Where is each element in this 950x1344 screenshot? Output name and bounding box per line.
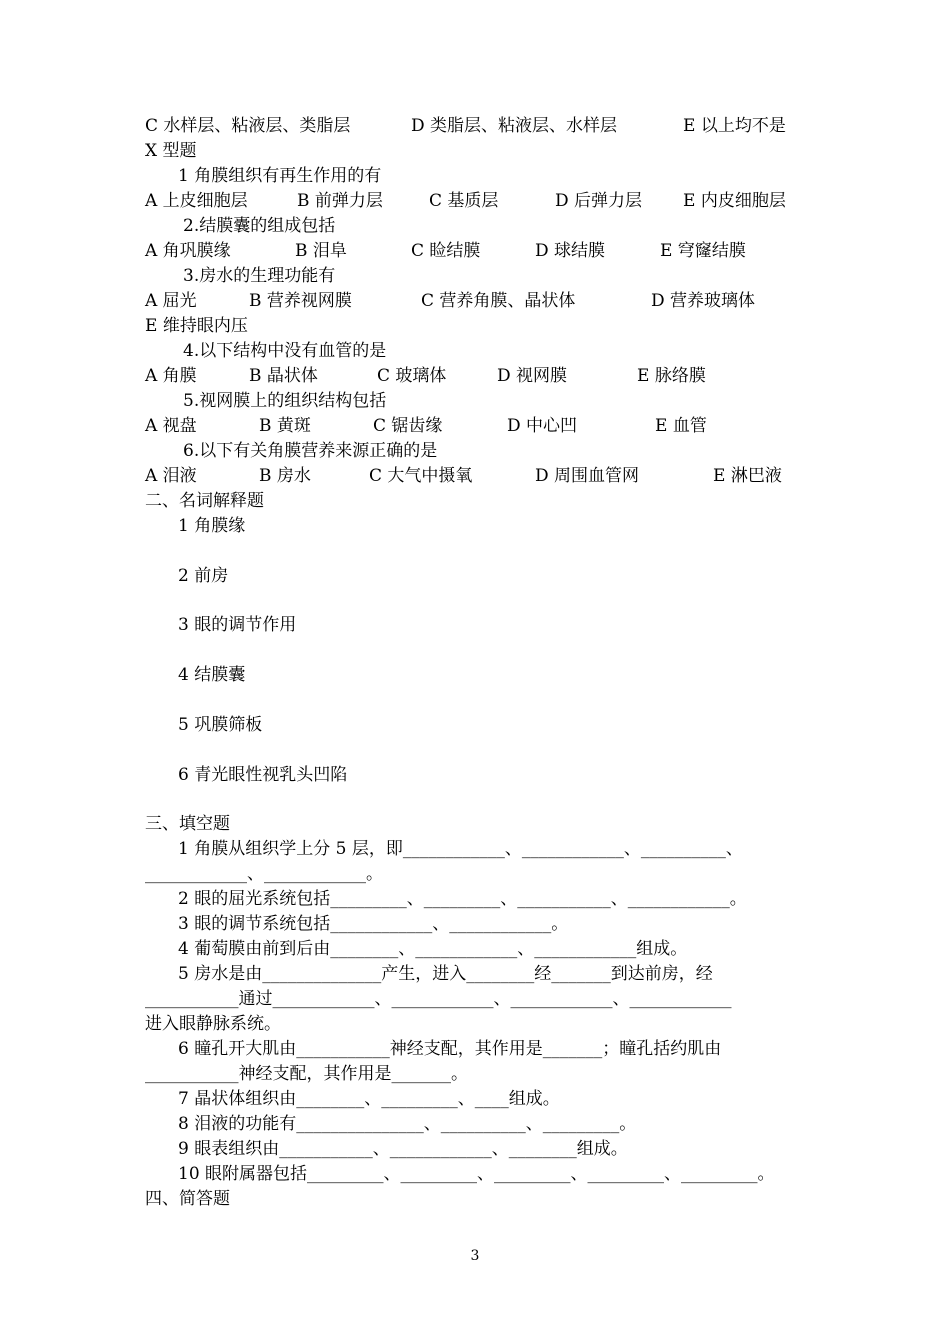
section-heading: 二、名词解释题 xyxy=(145,491,264,511)
section-heading: 四、简答题 xyxy=(145,1189,230,1209)
section-heading: X 型题 xyxy=(145,141,197,161)
option: C 睑结膜 xyxy=(411,241,481,261)
option: B 晶状体 xyxy=(249,366,318,386)
question-stem: 1 角膜组织有再生作用的有 xyxy=(178,166,382,186)
option: C 玻璃体 xyxy=(377,366,447,386)
fill-blank-question: 5 房水是由______________产生，进入________经_______到达前房，经 xyxy=(178,964,713,984)
option: E 脉络膜 xyxy=(637,366,706,386)
fill-blank-question: 3 眼的调节系统包括____________、____________。 xyxy=(178,914,569,934)
fill-blank-question: 2 眼的屈光系统包括_________、_________、___________、____________。 xyxy=(178,889,747,909)
term-item: 4 结膜囊 xyxy=(178,665,246,685)
option: E 以上均不是 xyxy=(683,116,786,136)
fill-blank-question: 9 眼表组织由___________、____________、________组成。 xyxy=(178,1139,628,1159)
question-stem: 2.结膜囊的组成包括 xyxy=(183,216,336,236)
option: E 穹窿结膜 xyxy=(660,241,746,261)
question-stem: 4.以下结构中没有血管的是 xyxy=(183,341,387,361)
fill-blank-question: 8 泪液的功能有_______________、__________、_________。 xyxy=(178,1114,637,1134)
term-item: 5 巩膜筛板 xyxy=(178,715,263,735)
option: C 基质层 xyxy=(429,191,499,211)
option: A 屈光 xyxy=(145,291,197,311)
option: D 球结膜 xyxy=(535,241,606,261)
fill-blank-question: 6 瞳孔开大肌由___________神经支配，其作用是_______；瞳孔括约肌由 xyxy=(178,1039,722,1059)
option: B 前弹力层 xyxy=(297,191,383,211)
option: C 大气中摄氧 xyxy=(369,466,473,486)
option: D 周围血管网 xyxy=(535,466,640,486)
option: A 角膜 xyxy=(145,366,197,386)
term-item: 1 角膜缘 xyxy=(178,516,246,536)
fill-blank-question: 1 角膜从组织学上分 5 层，即____________、____________、__________、 xyxy=(178,839,743,859)
question-stem: 6.以下有关角膜营养来源正确的是 xyxy=(183,441,438,461)
fill-blank-continued: ___________通过____________、____________、____________、____________ xyxy=(145,989,732,1009)
fill-blank-continued: ____________、____________。 xyxy=(145,864,383,884)
option: D 类脂层、粘液层、水样层 xyxy=(411,116,618,136)
page-number: 3 xyxy=(470,1248,480,1264)
option: B 房水 xyxy=(259,466,311,486)
option: D 视网膜 xyxy=(497,366,568,386)
option: E 淋巴液 xyxy=(713,466,782,486)
option: E 内皮细胞层 xyxy=(683,191,786,211)
option: C 营养角膜、晶状体 xyxy=(421,291,576,311)
option: A 上皮细胞层 xyxy=(145,191,248,211)
term-item: 6 青光眼性视乳头凹陷 xyxy=(178,765,348,785)
option: E 血管 xyxy=(655,416,707,436)
option: A 角巩膜缘 xyxy=(145,241,231,261)
option: B 泪阜 xyxy=(295,241,347,261)
term-item: 3 眼的调节作用 xyxy=(178,615,297,635)
fill-blank-continued: 进入眼静脉系统。 xyxy=(145,1014,281,1034)
option-continued: E 维持眼内压 xyxy=(145,316,248,336)
option: A 泪液 xyxy=(145,466,197,486)
option: A 视盘 xyxy=(145,416,197,436)
fill-blank-continued: ___________神经支配，其作用是_______。 xyxy=(145,1064,468,1084)
option: C 锯齿缘 xyxy=(373,416,443,436)
question-stem: 5.视网膜上的组织结构包括 xyxy=(183,391,387,411)
option: C 水样层、粘液层、类脂层 xyxy=(145,116,351,136)
term-item: 2 前房 xyxy=(178,566,229,586)
section-heading: 三、填空题 xyxy=(145,814,230,834)
option: D 后弹力层 xyxy=(555,191,643,211)
fill-blank-question: 7 晶状体组织由________、_________、____组成。 xyxy=(178,1089,560,1109)
fill-blank-question: 10 眼附属器包括_________、_________、_________、_________、_________。 xyxy=(178,1164,775,1184)
option: B 黄斑 xyxy=(259,416,311,436)
option: B 营养视网膜 xyxy=(249,291,352,311)
option: D 中心凹 xyxy=(507,416,578,436)
question-stem: 3.房水的生理功能有 xyxy=(183,266,336,286)
fill-blank-question: 4 葡萄膜由前到后由________、____________、____________组成。 xyxy=(178,939,688,959)
option: D 营养玻璃体 xyxy=(651,291,756,311)
